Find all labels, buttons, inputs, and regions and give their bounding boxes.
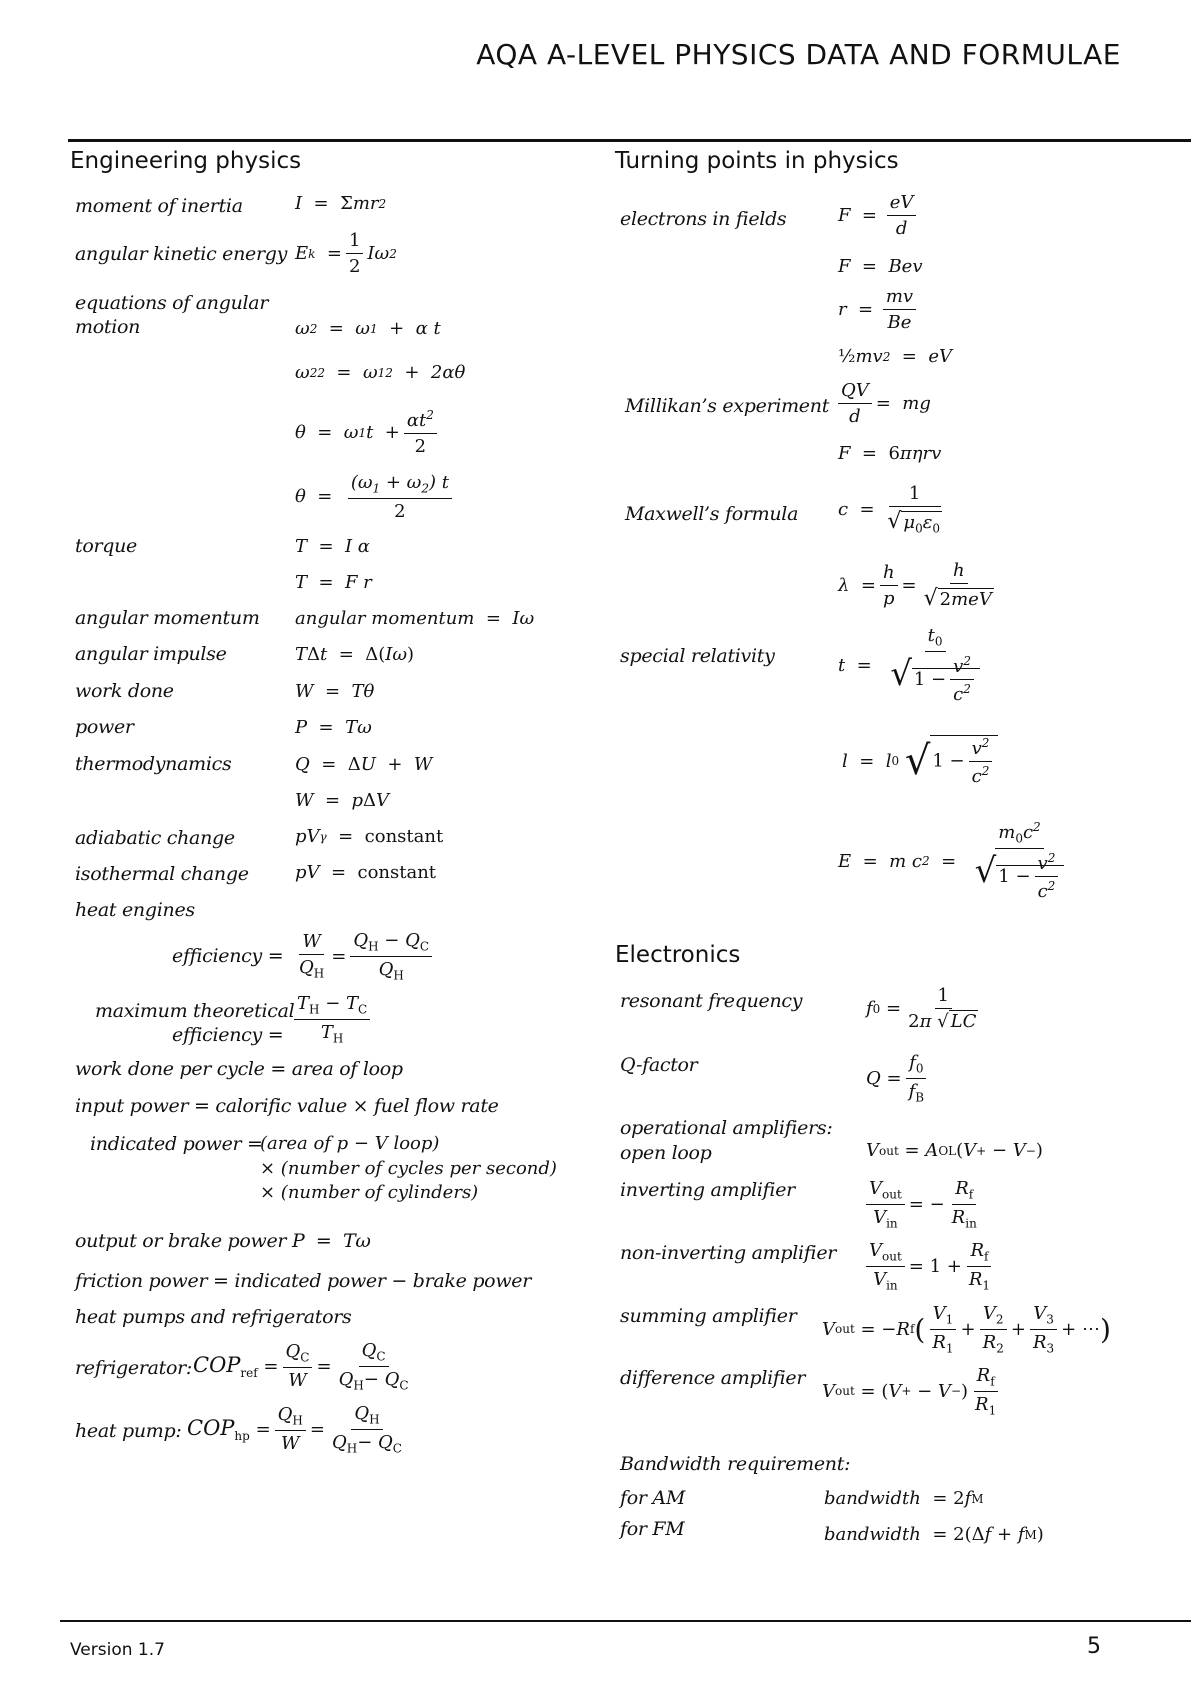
- label-millikan: Millikan’s experiment: [625, 395, 830, 417]
- isothermal-constant: constant: [357, 862, 437, 883]
- label-friction-power: friction power = indicated power − brake power: [75, 1270, 532, 1292]
- eq-de-broglie: λ = $\frac{h}{p}$ = $\frac{h}{\text{√ 2meV}}$: [838, 560, 992, 611]
- label-torque: torque: [75, 535, 138, 557]
- label-opamp-1: operational amplifiers:: [620, 1117, 833, 1139]
- eq-length-contraction: l = l 0 √ 1 − $\frac{v^2}{c^2}$: [842, 735, 998, 787]
- footer-rule: [60, 1620, 1191, 1622]
- label-non-inverting: non-inverting amplifier: [620, 1242, 837, 1264]
- eq-cop-refrigerator: $COP_{ref}$ = $\frac{Q_C}{W}$ = $\frac{Q_C}{Q_H- Q_C}$: [193, 1340, 409, 1393]
- eq-radius: r = $\frac{mv}{Be}$: [838, 286, 920, 333]
- label-heat-engines: heat engines: [75, 899, 195, 921]
- eq-adiabatic: pV γ = constant: [295, 826, 444, 847]
- adiabatic-constant: constant: [364, 826, 444, 847]
- label-efficiency: efficiency =: [172, 945, 284, 967]
- eq-max-efficiency: $\frac{T_H - T_C}{T_H}$: [290, 993, 374, 1045]
- eq-time-dilation: t = $t_0$ √ 1 − $\frac{v^2}{c^2}$: [838, 625, 987, 705]
- eq-moment-of-inertia: I = Σ mr 2: [295, 193, 387, 214]
- eq-stokes: F = 6 πηrv: [838, 443, 942, 464]
- label-difference: difference amplifier: [620, 1367, 806, 1389]
- label-bandwidth: Bandwidth requirement:: [620, 1453, 851, 1475]
- eq-bandwidth-fm: bandwidth = 2(Δ f + f M ): [824, 1524, 1044, 1545]
- eq-open-loop: V out = A OL ( V + − V − ): [866, 1140, 1043, 1161]
- label-indicated-power: indicated power =: [90, 1133, 263, 1155]
- eq-omega-2-squared: ω 2 2 = ω 1 2 + 2αθ: [295, 362, 466, 383]
- eq-indicated-power-3: × (number of cylinders): [260, 1182, 479, 1203]
- eq-omega-2: ω 2 = ω 1 + α t: [295, 318, 441, 339]
- eq-force-bev: F = Bev: [838, 256, 923, 277]
- eq-maxwell: c = $\frac{1}{√ \mu_0\varepsilon_0}$: [838, 483, 941, 536]
- eq-force-ev-d: F = $\frac{eV}{d}$: [838, 192, 920, 239]
- label-power: power: [75, 716, 134, 738]
- label-eq-motion-1: equations of angular: [75, 292, 269, 314]
- eq-isothermal: pV = constant: [295, 862, 437, 883]
- label-resonant-frequency: resonant frequency: [620, 990, 803, 1012]
- eq-non-inverting: $\frac{V_{out}}{V_{in}}$ = 1 + $\frac{R_f}{R_1}$: [862, 1240, 997, 1292]
- eq-kinetic-ev: ½ mv 2 = eV: [838, 346, 952, 367]
- eq-torque-2: T = F r: [295, 572, 372, 593]
- label-work-per-cycle: work done per cycle = area of loop: [75, 1058, 403, 1080]
- label-eq-motion-2: motion: [75, 316, 141, 338]
- eq-mass-energy: E = m c 2 = $m_0c^2$ √ 1 − $\frac{v^2}{c^2}$: [838, 820, 1071, 902]
- eq-theta-2: θ = $\frac{(\omega_1 + \omega_2) t}{2}$: [295, 472, 456, 522]
- eq-angular-ke: E k = $\frac{1}{2}$ Iω 2: [295, 230, 397, 277]
- label-summing: summing amplifier: [620, 1305, 797, 1327]
- page-number: 5: [1087, 1634, 1101, 1659]
- label-max-efficiency-1: maximum theoretical: [95, 1000, 295, 1022]
- label-opamp-2: open loop: [620, 1142, 712, 1164]
- footer-version: Version 1.7: [70, 1640, 165, 1660]
- label-input-power: input power = calorific value × fuel flow rate: [75, 1095, 499, 1117]
- eq-indicated-power-1: (area of p − V loop): [260, 1133, 440, 1154]
- angular-momentum-word: angular momentum: [295, 608, 475, 629]
- turning-points-section-title: Turning points in physics: [615, 148, 899, 174]
- eq-q-factor: Q = $\frac{f_0}{f_B}$: [866, 1052, 931, 1104]
- eq-power: P = Tω: [295, 717, 372, 738]
- label-angular-ke: angular kinetic energy: [75, 243, 288, 265]
- eq-inverting: $\frac{V_{out}}{V_{in}}$ = − $\frac{R_f}{R_{in}}$: [862, 1178, 984, 1230]
- label-electrons-in-fields: electrons in fields: [620, 208, 787, 230]
- eq-difference: V out = ( V + − V − ) $\frac{R_f}{R_1}$: [822, 1365, 997, 1418]
- label-maxwell: Maxwell’s formula: [625, 503, 799, 525]
- label-special-relativity: special relativity: [620, 645, 775, 667]
- label-angular-impulse: angular impulse: [75, 643, 227, 665]
- label-heat-pump: heat pump:: [75, 1420, 182, 1442]
- eq-indicated-power-2: × (number of cycles per second): [260, 1158, 557, 1179]
- label-for-fm: for FM: [620, 1518, 685, 1540]
- eq-resonant-frequency: f 0 = $\frac{1}{2\pi √ LC}$: [866, 985, 977, 1032]
- eq-bandwidth-am: bandwidth = 2 f M: [824, 1488, 984, 1509]
- label-inverting: inverting amplifier: [620, 1179, 795, 1201]
- engineering-section-title: Engineering physics: [70, 148, 302, 174]
- brake-power-text: output or brake power: [75, 1230, 287, 1252]
- label-work-done: work done: [75, 680, 174, 702]
- label-q-factor: Q-factor: [620, 1054, 698, 1076]
- eq-torque-1: T = I α: [295, 536, 370, 557]
- eq-summing: V out = −R f ( $\frac{V_1}{R_1}$ + $\frac{V_2}{R_2}$ + $\frac{V_3}{R_3}$ + ⋯ ): [822, 1303, 1111, 1356]
- label-angular-momentum: angular momentum: [75, 607, 260, 629]
- eq-theta-1: θ = ω 1 t + $\frac{\alpha t^2}{2}$: [295, 408, 441, 457]
- label-refrigerator: refrigerator:: [75, 1357, 192, 1379]
- label-heat-pumps: heat pumps and refrigerators: [75, 1306, 352, 1328]
- header-rule: [68, 139, 1191, 142]
- eq-efficiency: $\frac{W}{Q_H}$ = $\frac{Q_H - Q_C}{Q_H}$: [292, 930, 436, 982]
- label-for-am: for AM: [620, 1487, 685, 1509]
- label-brake-power: output or brake power P = Tω: [75, 1230, 371, 1252]
- label-thermodynamics: thermodynamics: [75, 753, 232, 775]
- label-max-efficiency-2: efficiency =: [172, 1024, 284, 1046]
- eq-first-law: Q = Δ U + W: [295, 754, 433, 775]
- label-moment-of-inertia: moment of inertia: [75, 195, 243, 217]
- eq-angular-impulse: T Δ t = Δ( Iω ): [295, 644, 415, 665]
- eq-work-pdv: W = p Δ V: [295, 790, 389, 811]
- label-adiabatic: adiabatic change: [75, 827, 235, 849]
- eq-work-done: W = Tθ: [295, 681, 375, 702]
- eq-millikan-qv: $\frac{QV}{d}$ = mg: [834, 380, 931, 427]
- label-isothermal: isothermal change: [75, 863, 249, 885]
- eq-cop-heat-pump: $COP_{hp}$ = $\frac{Q_H}{W}$ = $\frac{Q_H}{Q_H- Q_C}$: [187, 1403, 402, 1456]
- electronics-section-title: Electronics: [615, 942, 741, 968]
- eq-angular-momentum: angular momentum = Iω: [295, 608, 535, 629]
- page-header-title: AQA A-LEVEL PHYSICS DATA AND FORMULAE: [476, 38, 1121, 71]
